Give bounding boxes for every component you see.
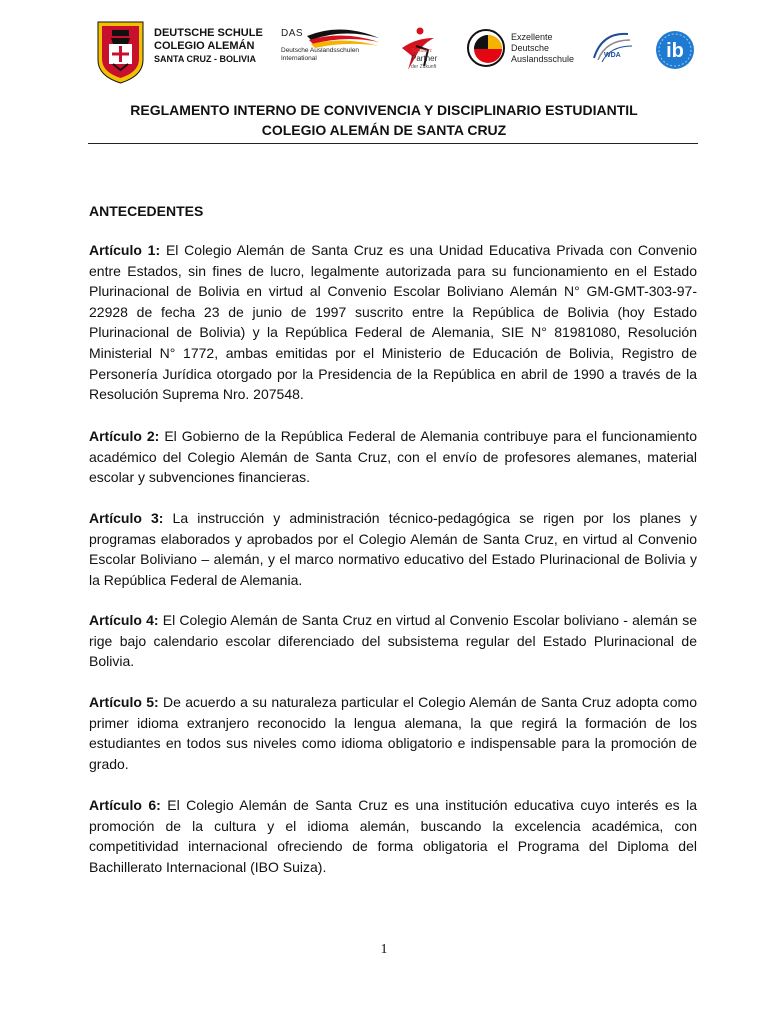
school-name-line-2: COLEGIO ALEMÁN [154,40,255,52]
article-1-text: El Colegio Alemán de Santa Cruz es una Unidad Educativa Privada con Convenio entre Estados, sin fines de lucro, legalmente autorizada para su funcionamiento en el Estado Plurinacional de Bolivia en virtud al Convenio Escolar Boliviano Alemán N° GM-GMT-303-97-22928 de fecha 23 de junio de 1997 suscrito entre la República de Bolivia (hoy Estado Plurinacional de Bolivia) y la República Federal de Alemania, SIE N° 81981080, Resolución Ministerial N° 1772, ambas emitidas por el Ministerio de Educación de Bolivia, Registro de Personería Jurídica otorgado por la Presidencia de la República en abril de 1990 a través de la Resolución Suprema Nro. 207548. [89,242,697,403]
article-1 [89,240,697,405]
wda-abbr: WDA [604,52,621,59]
exzellente-logo [511,32,574,65]
article-4-label: Artículo 4: [89,612,159,628]
exzellente-seal-icon [466,28,506,68]
article-3-text: La instrucción y administración técnico-pedagógica se rigen por los planes y programas elaborados y aprobados por el Colegio Alemán de Santa Cruz, en virtud al Convenio Escolar Boliviano – alemán, y el marco normativo educativo del Estado Plurinacional de Bolivia y la República Federal de Alemania. [89,510,698,588]
das-line-1: Deutsche Auslandsschulen [281,47,360,54]
article-6-label: Artículo 6: [89,797,161,813]
pasch-line-1: Schulen: [411,48,433,54]
das-abbr: DAS [281,28,304,39]
article-3-label: Artículo 3: [89,510,164,526]
school-name-line-1: DEUTSCHE SCHULE [154,27,263,39]
school-name-line-3: SANTA CRUZ - BOLIVIA [154,54,256,64]
article-2-text: El Gobierno de la República Federal de Alemania contribuye para el funcionamiento académico del Colegio Alemán de Santa Cruz, con el envío de profesores alemanes, material escolar y subvenciones financieras. [89,428,697,486]
article-6-text: El Colegio Alemán de Santa Cruz es una institución educativa cuyo interés es la promoción de la cultura y el idioma alemán, buscando la excelencia académica, con competitividad internacional ofreciendo de forma obligatoria el Programa del Diploma del Bachillerato Internacional (IBO Suiza). [89,797,698,875]
article-5 [89,692,697,774]
das-logo [281,28,359,63]
school-crest-icon [97,20,144,84]
school-name-logo [154,27,269,66]
document-title-line-1: REGLAMENTO INTERNO DE CONVIVENCIA Y DISCIPLINARIO ESTUDIANTIL [130,102,638,118]
document-header [0,0,768,95]
wda-arc-icon [584,28,638,72]
article-6 [89,795,697,877]
document-title-line-2: COLEGIO ALEMÁN DE SANTA CRUZ [261,122,507,138]
das-line-2: International [281,55,317,62]
exzellente-line-2: Deutsche [511,43,550,53]
svg-text:ib: ib [666,40,684,62]
exzellente-line-1: Exzellente [511,32,553,42]
article-4 [89,610,697,672]
exzellente-line-3: Auslandsschule [511,54,575,64]
article-1-label: Artículo 1: [89,242,161,258]
article-5-text: De acuerdo a su naturaleza particular el Colegio Alemán de Santa Cruz adopta como primer idioma extranjero reconocido la lengua alemana, la que regirá la formación de los estudiantes en todos sus niveles como idioma obligatorio e indispensable para la promoción de grado. [89,694,698,772]
ib-logo-icon [655,30,695,70]
page-number: 1 [380,942,388,957]
article-3 [89,508,697,590]
article-2-label: Artículo 2: [89,428,160,444]
section-heading: ANTECEDENTES [89,203,204,219]
title-divider [88,143,698,144]
pasch-line-3: der Zukunft [411,64,437,70]
pasch-logo [411,47,437,71]
article-4-text: El Colegio Alemán de Santa Cruz en virtud al Convenio Escolar boliviano - alemán se rige bajo calendario escolar diferenciado del subsistema regular del Estado Plurinacional de Bolivia. [89,612,697,670]
article-2 [89,426,697,488]
article-5-label: Artículo 5: [89,694,159,710]
pasch-line-2: Partner [411,54,438,63]
